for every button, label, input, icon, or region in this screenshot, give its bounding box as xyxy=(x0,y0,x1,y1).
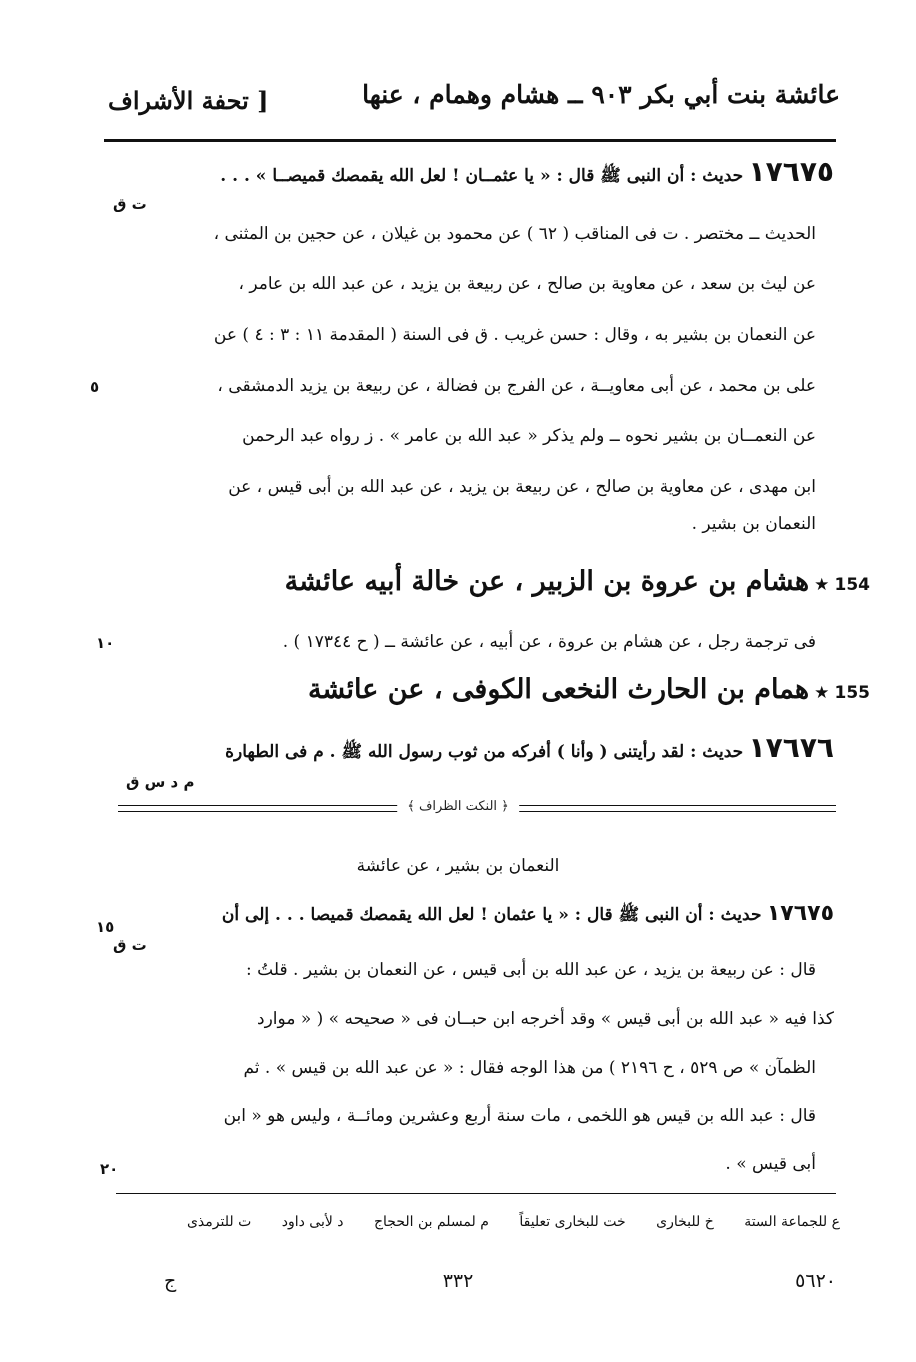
star-icon: ★ xyxy=(814,575,830,595)
footnote-abbreviations xyxy=(120,1214,840,1230)
abbr-item: د لأبى داود xyxy=(281,1214,344,1230)
nukat-line-1 xyxy=(112,902,834,927)
abbr-item: م لمسلم بن الحجاج xyxy=(373,1214,489,1230)
section-155-heading xyxy=(308,674,870,705)
section-number: 155 xyxy=(834,683,870,703)
entry-text: حديث : أن النبى ﷺ قال : « يا عثمان ! لعل الله يقمصك قميصا . . . إلى أن xyxy=(221,905,762,925)
entry-17675-line-6: عن النعمــان بن بشير نحوه ــ ولم يذكر « عبد الله بن عامر » . ز رواه عبد الرحمن xyxy=(242,426,816,446)
header-left-title: [ تحفة الأشراف xyxy=(108,86,269,115)
nukat-line-6: أبى قيس » . xyxy=(725,1154,816,1174)
header-rule xyxy=(104,139,836,142)
entry-number: ١٧٦٧٥ xyxy=(766,901,834,926)
nukat-line-3: كذا فيه « عبد الله بن أبى قيس » وقد أخرجه ابن حبــان فى « صحيحه » ( « موارد xyxy=(257,1009,834,1029)
abbr-item: ت للترمذى xyxy=(186,1214,252,1230)
line-marker-5: ٥ xyxy=(90,378,100,396)
nukat-banner: ﴿ النكت الظراف ﴾ xyxy=(397,799,519,814)
header-right-title: عائشة بنت أبي بكر ٩٠٣ ــ هشام وهمام ، عنها xyxy=(362,80,840,109)
margin-sigla: ت ق xyxy=(113,195,147,213)
line-marker-15: ١٥ xyxy=(96,918,115,936)
section-154-heading xyxy=(285,566,870,597)
section-number: 154 xyxy=(834,575,870,595)
entry-text: حديث : لقد رأيتنى ( وأنا ) أفركه من ثوب رسول الله ﷺ . م فى الطهارة xyxy=(225,742,744,762)
section-title: هشام بن عروة بن الزبير ، عن خالة أبيه عائشة xyxy=(284,566,810,597)
abbr-item: ع للجماعة الستة xyxy=(744,1214,840,1230)
entry-17676-line xyxy=(112,731,834,764)
entry-17675-line-8: النعمان بن بشير . xyxy=(691,514,816,534)
star-icon: ★ xyxy=(814,683,830,703)
footer-right-number: ٥٦٢٠ xyxy=(795,1270,836,1292)
entry-number: ١٧٦٧٥ xyxy=(748,155,834,188)
entry-17675-line-7: ابن مهدى ، عن معاوية بن صالح ، عن ربيعة بن يزيد ، عن عبد الله بن أبى قيس ، عن xyxy=(228,477,816,497)
section-title: همام بن الحارث النخعى الكوفى ، عن عائشة xyxy=(307,674,810,705)
nukat-line-4: الظمآن » ص ٥٢٩ ، ح ٢١٩٦ ) من هذا الوجه فقال : « عن عبد الله بن قيس » . ثم xyxy=(243,1058,816,1078)
entry-17675-line-4: عن النعمان بن بشير به ، وقال : حسن غريب . ق فى السنة ( المقدمة ١١ : ٣ : ٤ ) عن xyxy=(213,325,816,345)
line-marker-10: ١٠ xyxy=(96,634,115,652)
nukat-line-2: قال : عن ربيعة بن يزيد ، عن عبد الله بن أبى قيس ، عن النعمان بن بشير . قلتُ : xyxy=(246,960,816,980)
entry-number: ١٧٦٧٦ xyxy=(748,731,834,764)
page-number: ٣٣٢ xyxy=(442,1270,474,1292)
line-marker-20: ٢٠ xyxy=(100,1160,119,1178)
abbr-item: خ للبخارى xyxy=(656,1214,714,1230)
entry-text: حديث : أن النبى ﷺ قال : « يا عثمــان ! لعل الله يقمصك قميصــا » . . . xyxy=(220,166,744,186)
abbr-item: خت للبخارى تعليقاً xyxy=(519,1214,626,1230)
nukat-line-5: قال : عبد الله بن قيس هو اللخمى ، مات سنة أربع وعشرين ومائــة ، وليس هو « ابن xyxy=(223,1106,816,1126)
entry-17675-line-1 xyxy=(112,155,834,188)
footer-left-mark: ج xyxy=(164,1270,177,1292)
nukat-subtitle: النعمان بن بشير ، عن عائشة xyxy=(356,856,560,876)
nukat-margin-sigla: ت ق xyxy=(113,936,147,954)
footnote-rule xyxy=(116,1193,836,1194)
entry-17675-line-2: الحديث ــ مختصر . ت فى المناقب ( ٦٢ ) عن محمود بن غيلان ، عن حجين بن المثنى ، xyxy=(213,224,816,244)
entry-17675-line-5: على بن محمد ، عن أبى معاويــة ، عن الفرج بن فضالة ، عن ربيعة بن يزيد الدمشقى ، xyxy=(217,376,816,396)
entry-17676-sigla: م د س ق xyxy=(126,773,195,791)
entry-17675-line-3: عن ليث بن سعد ، عن معاوية بن صالح ، عن ربيعة بن يزيد ، عن عبد الله بن عامر ، xyxy=(238,274,816,294)
section-154-note: فى ترجمة رجل ، عن هشام بن عروة ، عن أبيه ، عن عائشة ــ ( ح ١٧٣٤٤ ) . xyxy=(282,632,816,652)
